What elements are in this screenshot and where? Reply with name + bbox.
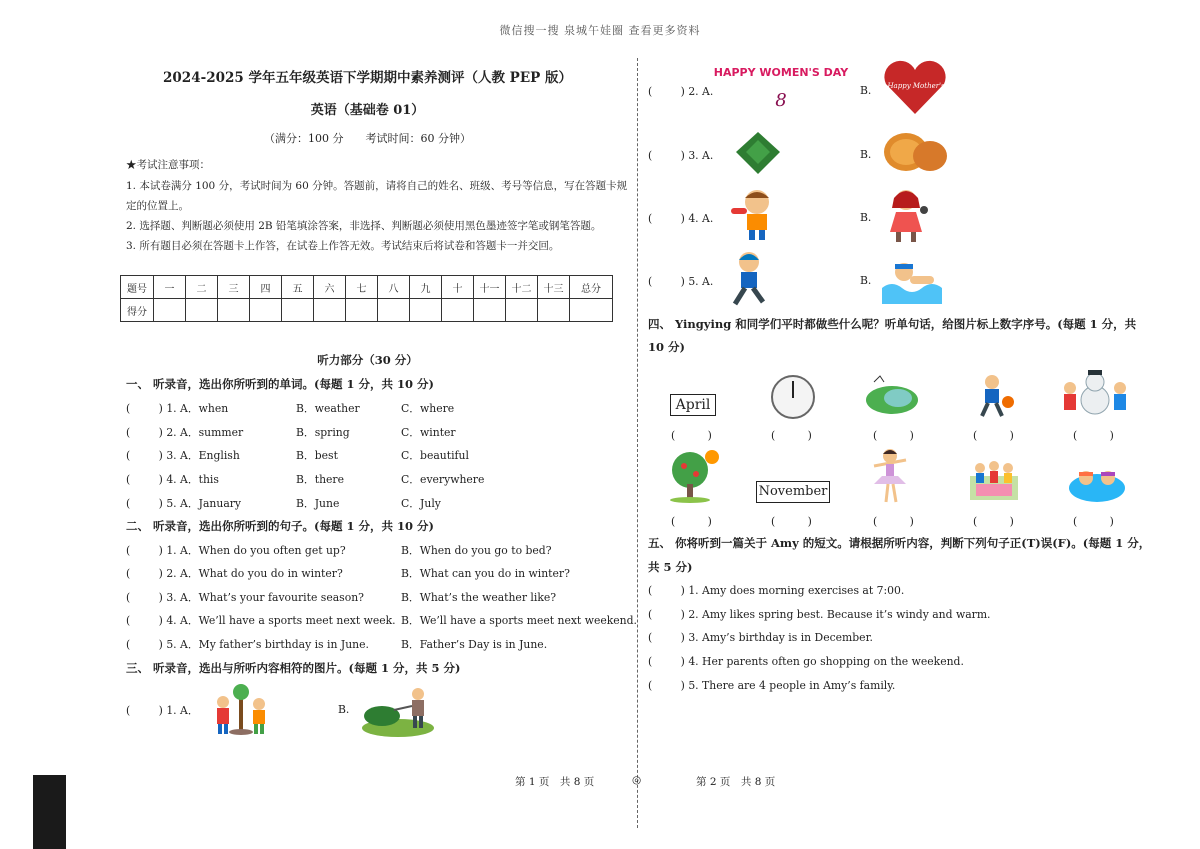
score-cell[interactable] [378,299,410,322]
score-header: 十 [442,276,474,299]
s2-q1-a: ( ) 1. A．When do you often get up? [126,544,346,557]
s3-q5: ( ) 5. A. [648,275,714,288]
score-cell[interactable] [506,299,538,322]
score-header: 六 [314,276,346,299]
score-header: 七 [346,276,378,299]
fruit-tree-picture [664,448,722,504]
s3-q4: ( ) 4. A. [648,212,714,225]
page-number-2: 第 2 页 共 8 页 [696,776,776,788]
s1-q3: ( ) 3. A．English [126,449,240,462]
score-time-line: （满分：100 分 考试时间：60 分钟） [264,132,471,145]
s5-q1: ( ) 1. Amy does morning exercises at 7:00. [648,584,905,597]
score-cell[interactable] [250,299,282,322]
spring-meadow-picture [864,370,920,416]
score-cell[interactable] [538,299,570,322]
s3-q1-b: B. [338,703,350,716]
womens-day-text: HAPPY WOMEN'S DAY [713,66,849,79]
boy-swimming-picture [880,252,946,304]
score-cell[interactable] [314,299,346,322]
s2-q3-b: B．What’s the weather like? [401,591,557,604]
score-cell[interactable] [442,299,474,322]
score-table-row2-label: 得分 [121,299,154,322]
s3-q2: ( ) 2. A. [648,85,714,98]
score-header: 十一 [474,276,506,299]
s1-q4-c: C．everywhere [401,473,485,486]
boy-eating-picture [725,186,787,242]
s1-q1: ( ) 1. A．when [126,402,229,415]
score-header: 五 [282,276,314,299]
score-header: 九 [410,276,442,299]
svg-text:8: 8 [775,90,787,111]
s4-blank-6[interactable]: ( ) [671,515,712,528]
score-cell[interactable] [154,299,186,322]
boy-running-picture [725,250,775,308]
mooncake-picture [880,128,950,176]
s3-q3-b: B. [860,148,872,161]
s4-blank-1[interactable]: ( ) [671,429,712,442]
girl-dancing-ballet-picture [866,446,914,504]
score-header: 八 [378,276,410,299]
s4-blank-8[interactable]: ( ) [873,515,914,528]
s2-q4-b: B．We’ll have a sports meet next weekend. [401,614,637,627]
score-header: 二 [186,276,218,299]
s5-q5: ( ) 5. There are 4 people in Amy’s family. [648,679,896,692]
score-cell[interactable] [570,299,613,322]
picnic-family-picture [966,456,1022,502]
s1-q2-c: C．winter [401,426,456,439]
s2-q1-b: B．When do you go to bed? [401,544,552,557]
score-header: 三 [218,276,250,299]
s3-q5-b: B. [860,274,872,287]
s1-q3-b: B．best [296,449,338,462]
exam-title: 2024-2025 学年五年级英语下学期期中素养测评（人教 PEP 版） [163,70,572,86]
s2-q2-a: ( ) 2. A．What do you do in winter? [126,567,343,580]
score-header: 十二 [506,276,538,299]
s4-blank-3[interactable]: ( ) [873,429,914,442]
s1-q1-b: B．weather [296,402,360,415]
section5-title-line1: 五、 你将听到一篇关于 Amy 的短文。请根据所听内容，判断下列句子正(T)误(F)。(每题 1 分， [648,536,1151,550]
s1-q5: ( ) 5. A．January [126,497,242,510]
clock-icon [771,375,815,419]
score-cell[interactable] [282,299,314,322]
s4-blank-2[interactable]: ( ) [771,429,812,442]
score-table-row1-label: 题号 [121,276,154,299]
s3-q2-b: B. [860,84,872,97]
mothers-day-heart-picture [880,58,961,118]
s1-q5-b: B．June [296,497,340,510]
score-cell[interactable] [218,299,250,322]
score-cell[interactable] [186,299,218,322]
s1-q4-b: B．there [296,473,344,486]
s2-q3-a: ( ) 3. A．What’s your favourite season? [126,591,364,604]
s1-q5-c: C．July [401,497,441,510]
s4-blank-4[interactable]: ( ) [973,429,1014,442]
section4-title-line1: 四、 Yingying 和同学们平时都做些什么呢？听单句话，给图片标上数字序号。(每题 1 分，共 [648,317,1137,331]
s2-q5-a: ( ) 5. A．My father’s birthday is in June. [126,638,369,651]
section5-title-line2: 共 5 分) [648,560,693,574]
score-cell[interactable] [474,299,506,322]
mothers-day-text: Happy Mother's Day [887,82,961,90]
s1-q2-b: B．spring [296,426,350,439]
s5-q2: ( ) 2. Amy likes spring best. Because it’s windy and warm. [648,608,991,621]
s2-q4-a: ( ) 4. A．We’ll have a sports meet next week. [126,614,396,627]
listening-title: 听力部分（30 分） [317,353,418,367]
s3-q3: ( ) 3. A. [648,149,714,162]
s1-q3-c: C．beautiful [401,449,469,462]
kids-swimming-picture [1068,456,1126,504]
s1-q2: ( ) 2. A．summer [126,426,244,439]
s4-blank-9[interactable]: ( ) [973,515,1014,528]
fold-divider [637,58,638,828]
womens-day-picture [713,62,849,112]
man-trimming-hedge-picture [360,680,436,738]
note-line-1: 1. 本试卷满分 100 分，考试时间为 60 分钟。答题前，请将自己的姓名、班级、考号等信息，写在答题卡规 [126,180,628,192]
score-header: 十三 [538,276,570,299]
girl-singing-picture [880,186,936,244]
binding-mark: ◎ [632,774,642,786]
score-cell[interactable] [346,299,378,322]
score-table [120,275,613,322]
section2-title: 二、 听录音，选出你所听到的句子。(每题 1 分，共 10 分) [126,519,434,533]
watermark: 微信搜一搜 泉城午娃圈 查看更多资料 [499,24,701,37]
note-line-4: 3. 所有题目必须在答题卡上作答，在试卷上作答无效。考试结束后将试卷和答题卡一并交回。 [126,240,560,252]
score-header-total: 总分 [570,276,613,299]
s3-q1: ( ) 1. A． [126,704,199,717]
notes-heading: ★考试注意事项： [126,159,210,171]
note-line-2: 定的位置上。 [126,200,189,212]
s4-blank-10[interactable]: ( ) [1073,515,1114,528]
score-header: 四 [250,276,282,299]
page-number-1: 第 1 页 共 8 页 [515,776,595,788]
snowman-kids-picture [1058,368,1132,418]
s4-blank-5[interactable]: ( ) [1073,429,1114,442]
s5-q3: ( ) 3. Amy’s birthday is in December. [648,631,873,644]
score-cell[interactable] [410,299,442,322]
s4-blank-7[interactable]: ( ) [771,515,812,528]
s1-q1-c: C．where [401,402,455,415]
section1-title: 一、 听录音，选出你所听到的单词。(每题 1 分，共 10 分) [126,377,434,391]
boy-basketball-picture [972,372,1016,420]
label-november: November [756,481,830,503]
section3-title: 三、 听录音，选出与所听内容相符的图片。(每题 1 分，共 5 分) [126,661,461,675]
label-april: April [670,394,716,416]
score-header: 一 [154,276,186,299]
s2-q5-b: B．Father’s Day is in June. [401,638,548,651]
note-line-3: 2. 选择题、判断题必须使用 2B 铅笔填涂答案，非选择、判断题必须使用黑色墨迹签字笔或钢笔答题。 [126,220,602,232]
scan-edge-bar [33,775,66,849]
section4-title-line2: 10 分) [648,340,685,354]
s2-q2-b: B．What can you do in winter? [401,567,570,580]
zongzi-picture [730,128,786,178]
s5-q4: ( ) 4. Her parents often go shopping on the weekend. [648,655,964,668]
s3-q4-b: B. [860,211,872,224]
kids-planting-tree-picture [205,682,277,738]
exam-subtitle: 英语（基础卷 01） [310,103,425,118]
s1-q4: ( ) 4. A．this [126,473,219,486]
